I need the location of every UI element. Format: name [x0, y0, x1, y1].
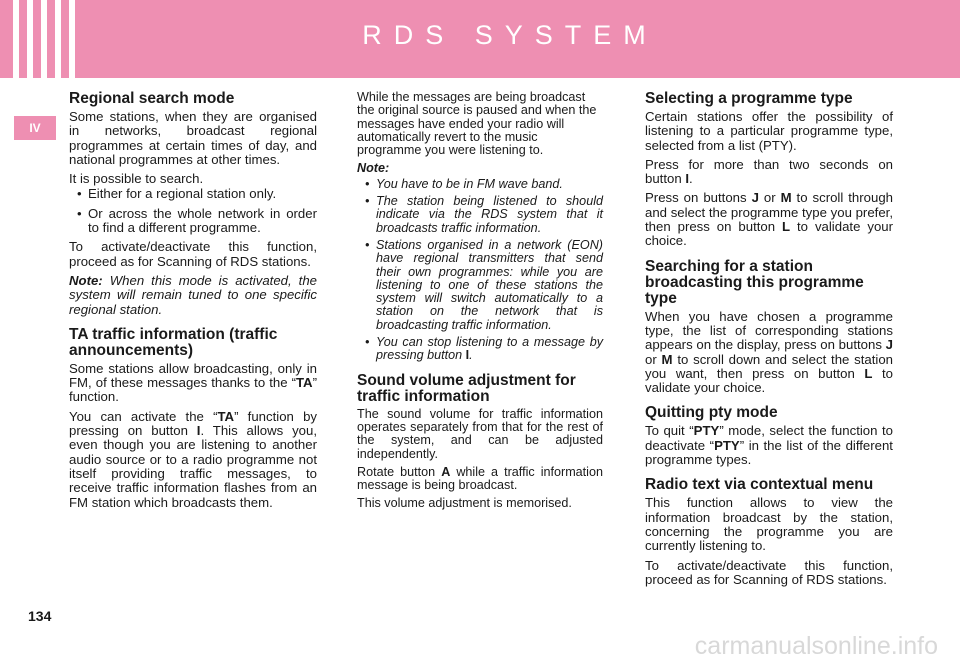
text: to scroll down and select the station you want, then press on button — [645, 351, 894, 381]
ta-label: TA — [217, 408, 235, 424]
list-item: • You have to be in FM wave band. — [365, 178, 603, 191]
text: Press for more than two seconds on button — [645, 156, 893, 187]
chapter-tab: IV — [14, 116, 56, 140]
heading-radio-text: Radio text via contextual menu — [645, 476, 874, 494]
heading-regional-search: Regional search mode — [69, 90, 235, 107]
text: to validate your choice. — [645, 219, 893, 249]
text: Rotate button — [357, 464, 442, 479]
paragraph: While the messages are being broadcast the original source is paused and when the messages have ended your radio will automatically revert to the music programme you were listening to. — [357, 90, 597, 158]
text: You can activate the “ — [69, 408, 218, 424]
button-label: I — [196, 423, 201, 439]
bullet-list — [69, 187, 317, 235]
paragraph: This volume adjustment is memorised. — [357, 496, 572, 511]
text: Some stations allow broadcasting, only in FM, of these messages thanks to the “ — [69, 360, 317, 391]
heading-select-programme: Selecting a programme type — [645, 90, 853, 107]
paragraph: The sound volume for traffic information operates separately from that for the rest of the system, and can be adjusted independently. — [357, 406, 603, 461]
paragraph: To activate/deactivate this function, proceed as for Scanning of RDS stations. — [645, 557, 893, 587]
column-3 — [645, 91, 893, 592]
watermark: carmanualsonline.info — [694, 632, 938, 660]
list-item: • Either for a regional station only. — [77, 187, 317, 201]
list-item: • Or across the whole network in order to find a different programme. — [77, 207, 317, 236]
text: . This allows you, even though you are listening to another audio source or to a radio programme not itself providing traffic messages, to receive traffic information flashes from an FM station which broadcasts them. — [69, 423, 317, 510]
pty-label: PTY — [693, 423, 720, 439]
text: to scroll through and select the programme type you prefer, then press on button — [645, 190, 893, 235]
paragraph: This function allows to view the information broadcast by the station, concerning the programme you are currently listening to. — [645, 495, 893, 554]
page-number: 134 — [28, 608, 52, 624]
button-label: L — [782, 219, 791, 235]
paragraph — [645, 310, 893, 396]
note-text: When this mode is activated, the system will remain tuned to one specific regional station. — [69, 272, 317, 317]
note-label: Note: — [357, 161, 390, 176]
text: To quit “ — [645, 423, 694, 439]
text: You can stop listening to a message by pressing button — [376, 335, 603, 363]
text: to validate your choice. — [645, 365, 893, 396]
button-label: J — [751, 190, 759, 206]
page-title: RDS SYSTEM — [362, 20, 658, 50]
text: or — [645, 351, 662, 367]
paragraph: To activate/deactivate this function, proceed as for Scanning of RDS stations. — [69, 239, 317, 269]
button-label: M — [780, 190, 792, 206]
heading-ta-traffic: TA traffic information (traffic announcements) — [69, 325, 278, 359]
text: ” mode, select the function to deactivate “ — [645, 423, 893, 453]
paragraph — [357, 466, 603, 493]
paragraph — [645, 191, 893, 248]
paragraph: Certain stations offer the possibility of listening to a particular programme type, selected from a list (PTY). — [645, 109, 893, 153]
note-label: Note: — [69, 272, 103, 288]
ta-label: TA — [295, 375, 313, 391]
column-1 — [69, 91, 317, 515]
text: When you have chosen a programme type, the list of corresponding stations appears on the display, press on buttons — [645, 308, 893, 353]
note-list — [357, 178, 603, 363]
list-item: • Stations organised in a network (EON) have regional transmitters that send their own programmes: while you are listening to one of these stations the system will switch automatically to a station on the network that is broadcasting traffic information. — [365, 239, 603, 332]
text: Press on buttons — [645, 190, 752, 206]
paragraph — [645, 424, 893, 467]
heading-search-station: Searching for a station broadcasting this programme type — [645, 257, 864, 307]
paragraph: It is possible to search. — [69, 171, 204, 187]
button-label: I — [465, 348, 470, 363]
text: while a traffic information message is being broadcast. — [357, 464, 603, 493]
text: ” in the list of the different programme types. — [645, 437, 893, 468]
button-label: A — [441, 464, 451, 479]
text: ” function by pressing on button — [69, 408, 317, 439]
note — [69, 274, 317, 317]
paragraph — [69, 362, 317, 405]
paragraph — [645, 158, 893, 187]
list-item — [365, 336, 603, 363]
paragraph — [69, 410, 317, 510]
button-label: M — [661, 351, 673, 367]
list-item: • The station being listened to should indicate via the RDS system that it broadcasts traffic information. — [365, 195, 603, 235]
text: . — [689, 171, 693, 187]
paragraph: Some stations, when they are organised in networks, broadcast regional programmes at certain times of day, and national programmes at other times. — [69, 109, 317, 167]
button-label: L — [864, 365, 873, 381]
heading-sound-volume: Sound volume adjustment for traffic information — [357, 371, 576, 405]
column-2 — [357, 91, 603, 516]
text: or — [758, 190, 781, 206]
text: . — [469, 348, 473, 363]
text: ” function. — [69, 375, 317, 405]
heading-quit-pty: Quitting pty mode — [645, 404, 778, 422]
button-label: J — [885, 337, 893, 353]
pty-label: PTY — [714, 437, 740, 453]
button-label: I — [685, 171, 690, 187]
header-bar — [0, 0, 960, 78]
